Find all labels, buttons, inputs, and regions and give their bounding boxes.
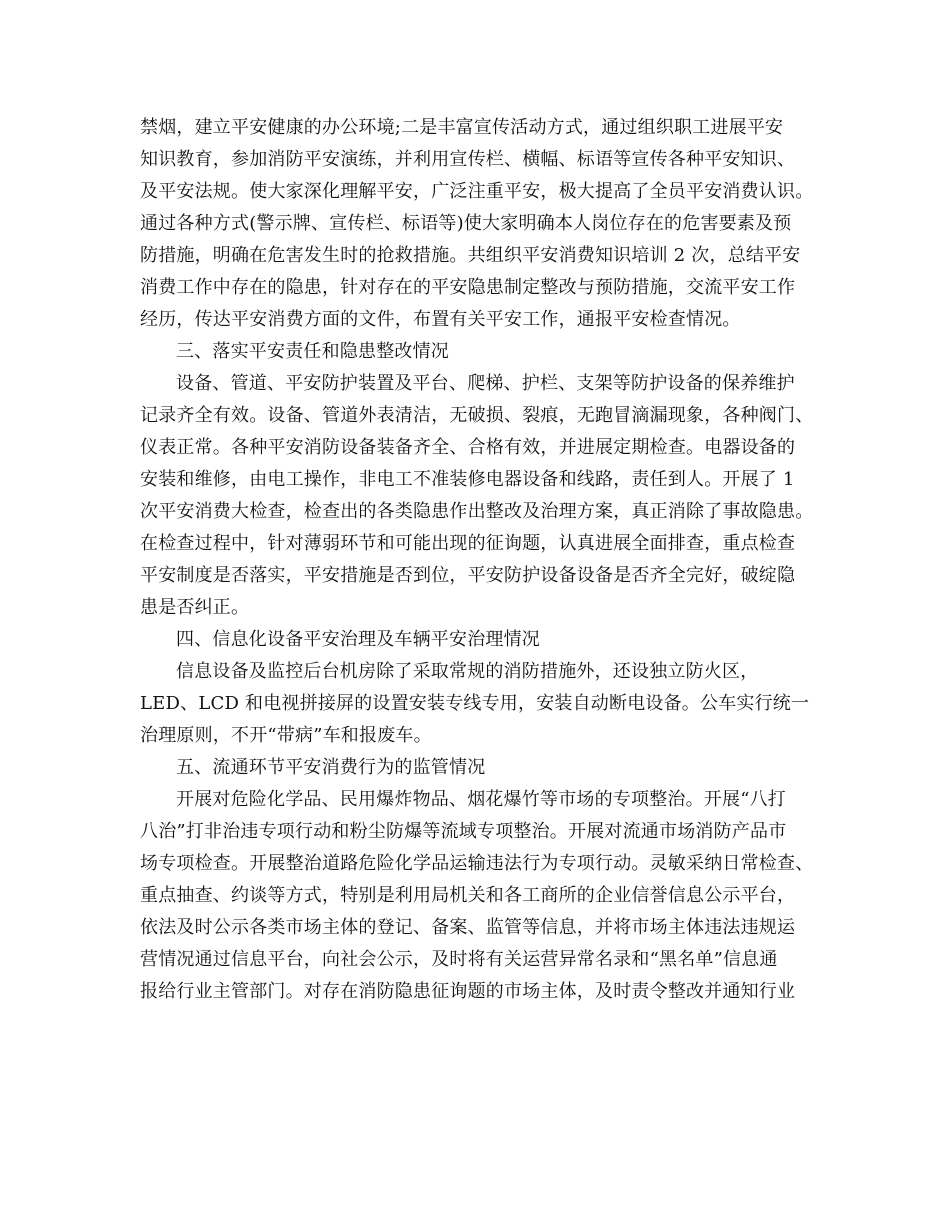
paragraph-line: 治理原则，不开“带病”车和报废车。 xyxy=(140,725,432,746)
paragraph-line: 仪表正常。各种平安消防设备装备齐全、合格有效，并进展定期检查。电器设备的 xyxy=(140,437,796,458)
paragraph-line: 经历，传达平安消费方面的文件，布置有关平安工作，通报平安检查情况。 xyxy=(140,309,741,330)
paragraph-line: 在检查过程中，针对薄弱环节和可能出现的征询题，认真进展全面排查，重点检查 xyxy=(140,533,796,554)
paragraph-line: 场专项检查。开展整治道路危险化学品运输违法行为专项行动。灵敏采纳日常检查、 xyxy=(140,853,814,874)
paragraph-line: 消费工作中存在的隐患，针对存在的平安隐患制定整改与预防措施，交流平安工作 xyxy=(140,277,796,298)
indented-paragraph-line: 四、信息化设备平安治理及车辆平安治理情况 xyxy=(176,629,540,650)
paragraph-line: 营情况通过信息平台，向社会公示，及时将有关运营异常名录和“黑名单”信息通 xyxy=(140,949,778,970)
paragraph-line: 重点抽查、约谈等方式，特别是利用局机关和各工商所的企业信誉信息公示平台， xyxy=(140,885,796,906)
indented-paragraph-line: 信息设备及监控后台机房除了采取常规的消防措施外，还设独立防火区， xyxy=(176,661,759,682)
paragraph-line: 患是否纠正。 xyxy=(140,597,250,618)
paragraph-line: 防措施，明确在危害发生时的抢救措施。共组织平安消费知识培训 2 次，总结平安 xyxy=(140,245,801,266)
paragraph-line: 次平安消费大检查，检查出的各类隐患作出整改及治理方案，真正消除了事故隐患。 xyxy=(140,501,814,522)
paragraph-line: 依法及时公示各类市场主体的登记、备案、监管等信息，并将市场主体违法违规运 xyxy=(140,917,796,938)
paragraph-line: 通过各种方式(警示牌、宣传栏、标语等)使大家明确本人岗位存在的危害要素及预 xyxy=(140,213,792,234)
paragraph-line: 知识教育，参加消防平安演练，并利用宣传栏、横幅、标语等宣传各种平安知识、 xyxy=(140,149,796,170)
paragraph-line: 安装和维修，由电工操作，非电工不准装修电器设备和线路，责任到人。开展了 1 xyxy=(140,469,795,490)
indented-paragraph-line: 五、流通环节平安消费行为的监管情况 xyxy=(176,757,486,778)
paragraph-line: 记录齐全有效。设备、管道外表清洁，无破损、裂痕，无跑冒滴漏现象，各种阀门、 xyxy=(140,405,814,426)
document-body xyxy=(140,112,830,1008)
indented-paragraph-line: 设备、管道、平安防护装置及平台、爬梯、护栏、支架等防护设备的保养维护 xyxy=(176,373,795,394)
paragraph-line: 及平安法规。使大家深化理解平安，广泛注重平安，极大提高了全员平安消费认识。 xyxy=(140,181,814,202)
paragraph-line: 报给行业主管部门。对存在消防隐患征询题的市场主体，及时责令整改并通知行业 xyxy=(140,981,796,1002)
paragraph-line: 八治”打非治违专项行动和粉尘防爆等流域专项整治。开展对流通市场消防产品市 xyxy=(140,821,787,842)
paragraph-line: 禁烟，建立平安健康的办公环境;二是丰富宣传活动方式，通过组织职工进展平安 xyxy=(140,117,784,138)
paragraph-line: 平安制度是否落实，平安措施是否到位，平安防护设备设备是否齐全完好，破绽隐 xyxy=(140,565,796,586)
paragraph-line: LED、LCD 和电视拼接屏的设置安装专线专用，安装自动断电设备。公车实行统一 xyxy=(140,693,810,714)
indented-paragraph-line: 三、落实平安责任和隐患整改情况 xyxy=(176,341,449,362)
indented-paragraph-line: 开展对危险化学品、民用爆炸物品、烟花爆竹等市场的专项整治。开展“八打 xyxy=(176,789,786,810)
